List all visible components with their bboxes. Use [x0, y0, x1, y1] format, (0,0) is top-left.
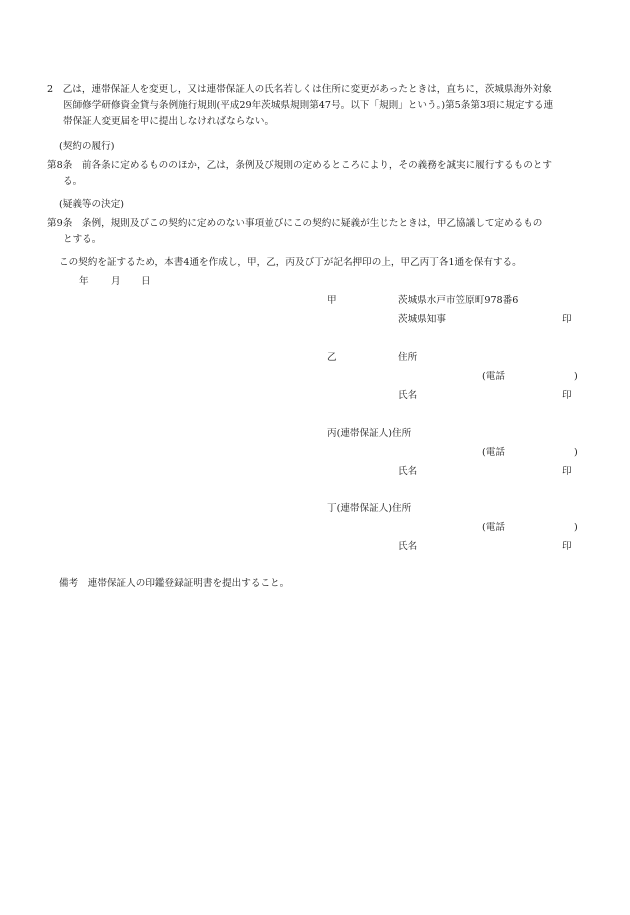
phone-label: (電話	[482, 371, 505, 382]
article-9	[47, 216, 592, 248]
article-8	[47, 158, 592, 190]
name-label: 氏名	[398, 390, 418, 401]
address-label: 住所	[398, 352, 418, 363]
closing-statement: この契約を証するため，本書4通を作成し，甲，乙，丙及び丁が記名押印の上，甲乙丙丁各1通を保有する。	[59, 257, 522, 268]
phone-close: )	[574, 371, 578, 382]
seal-mark: 印	[562, 390, 572, 401]
seal-mark: 印	[562, 466, 572, 477]
heading-performance: (契約の履行)	[59, 141, 115, 152]
seal-mark: 印	[562, 541, 572, 552]
party-kou-label: 甲	[327, 295, 337, 306]
phone-label: (電話	[482, 447, 505, 458]
date-month: 月	[111, 276, 121, 287]
clause-2-line: 医師修学研修資金貸与条例施行規則(平成29年茨城県規則第47号。以下「規則」という。)第5条第3項に規定する連	[63, 100, 554, 111]
clause-2	[47, 82, 592, 130]
phone-close: )	[574, 447, 578, 458]
party-hei-label: 丙(連帯保証人)住所	[327, 428, 412, 439]
party-otsu-label: 乙	[327, 352, 337, 363]
article-8-line: 第8条 前各条に定めるもののほか，乙は，条例及び規則の定めるところにより，その義務を誠実に履行するものとす	[47, 160, 552, 171]
name-label: 氏名	[398, 541, 418, 552]
clause-2-line: 2 乙は，連帯保証人を変更し，又は連帯保証人の氏名若しくは住所に変更があったときは，直ちに，茨城県海外対象	[47, 84, 552, 95]
phone-label: (電話	[482, 522, 505, 533]
phone-close: )	[574, 522, 578, 533]
article-9-line: とする。	[63, 234, 102, 245]
party-tei-label: 丁(連帯保証人)住所	[327, 503, 412, 514]
date-day: 日	[141, 276, 151, 287]
name-label: 氏名	[398, 466, 418, 477]
article-8-line: る。	[63, 176, 83, 187]
party-kou-name: 茨城県知事	[398, 314, 446, 325]
seal-mark: 印	[562, 314, 572, 325]
date-year: 年	[79, 276, 89, 287]
article-9-line: 第9条 条例，規則及びこの契約に定めのない事項並びにこの契約に疑義が生じたときは，甲乙協議して定めるもの	[47, 218, 543, 229]
party-kou-address: 茨城県水戸市笠原町978番6	[398, 295, 519, 306]
remark: 備考 連帯保証人の印鑑登録証明書を提出すること。	[59, 578, 290, 589]
clause-2-line: 帯保証人変更届を甲に提出しなければならない。	[63, 116, 275, 127]
heading-doubt: (疑義等の決定)	[59, 199, 125, 210]
